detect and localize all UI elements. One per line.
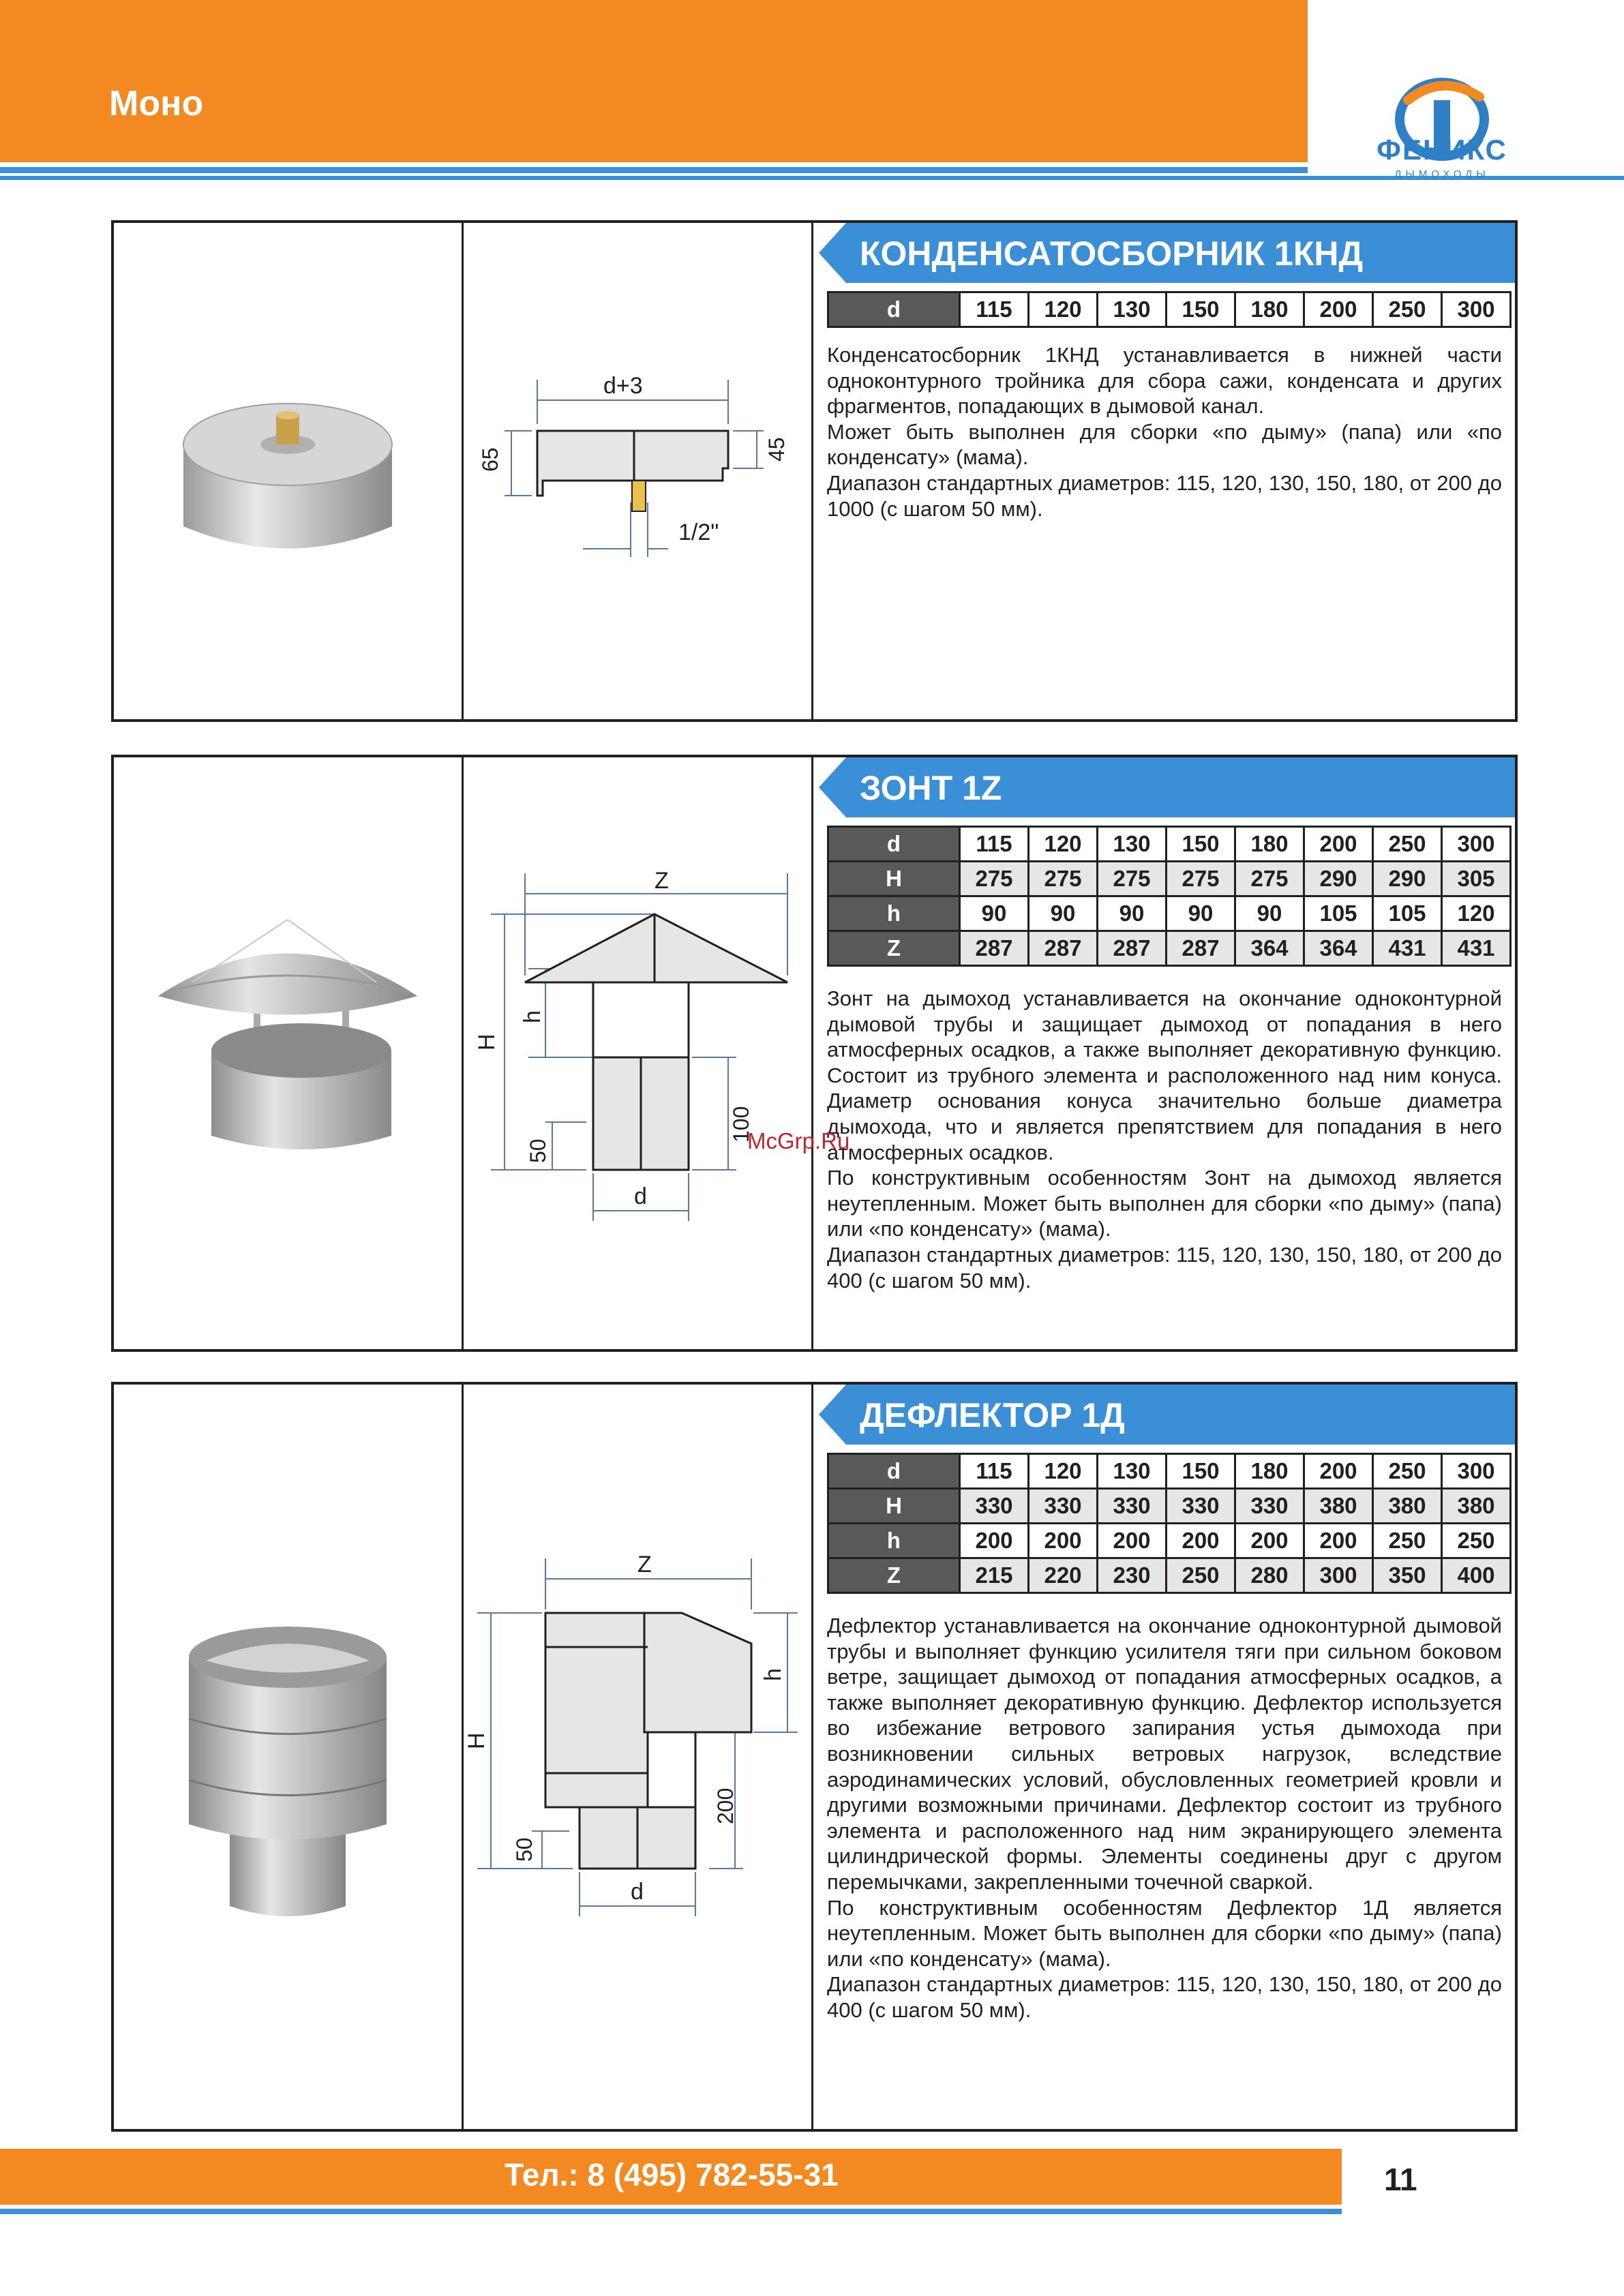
logo-name: ФЕНИКС: [1377, 134, 1507, 166]
spec-label: d: [828, 292, 960, 327]
condensate-collector-photo: [175, 380, 400, 571]
spec-table: [827, 826, 1512, 967]
description-paragraph: Зонт на дымоход устанавливается на окончание одноконтурной дымовой трубы и защищает дымоход от попадания в него атмосферных осадков, а также выполняет декоративную функцию. Состоит из трубного элемента и расположенного над ним конуса. Диаметр основания конуса значительно больше диаметра дымохода, что и является препятствием для попадания в него атмосферных осадков.: [827, 986, 1502, 1164]
dim-100: 100: [729, 1106, 753, 1143]
spec-value: 215: [960, 1558, 1029, 1593]
spec-label: Z: [828, 931, 960, 966]
spec-value: 330: [960, 1489, 1029, 1524]
spec-value: 220: [1029, 1558, 1098, 1593]
spec-value: 330: [1167, 1489, 1235, 1524]
spec-value: 115: [960, 292, 1029, 327]
spec-value: 431: [1373, 931, 1442, 966]
spec-value: 230: [1098, 1558, 1167, 1593]
spec-value: 200: [1304, 827, 1373, 862]
spec-value: 200: [1167, 1524, 1235, 1558]
spec-value: 380: [1442, 1489, 1511, 1524]
spec-value: 250: [1442, 1524, 1511, 1558]
description-paragraph: Диапазон стандартных диаметров: 115, 120, 130, 150, 180, от 200 до 400 (с шагом 50 мм).: [827, 1972, 1502, 2022]
product-block-condensate: [111, 220, 1518, 722]
spec-value: 330: [1235, 1489, 1304, 1524]
logo-subtitle: ДЫМОХОДЫ: [1394, 168, 1490, 180]
umbrella-photo: [151, 918, 424, 1170]
spec-table: [827, 1453, 1512, 1594]
condensate-collector-drawing: [464, 359, 811, 577]
spec-row-d: [828, 1454, 1511, 1489]
spec-value: 200: [1304, 1454, 1373, 1489]
spec-value: 290: [1304, 862, 1373, 896]
spec-value: 90: [1235, 896, 1304, 931]
drawing-cell: [464, 1385, 813, 2129]
spec-row-d: [828, 292, 1511, 327]
product-title: КОНДЕНСАТОСБОРНИК 1КНД: [860, 235, 1364, 273]
spec-value: 300: [1442, 1454, 1511, 1489]
spec-value: 120: [1029, 1454, 1098, 1489]
dim-h: h: [760, 1668, 786, 1681]
watermark: McGrp.Ru: [747, 1128, 850, 1153]
info-cell: [813, 1385, 1515, 2129]
spec-value: 330: [1098, 1489, 1167, 1524]
spec-value: 380: [1304, 1489, 1373, 1524]
product-description: [827, 986, 1502, 1293]
product-title: ДЕФЛЕКТОР 1Д: [860, 1396, 1125, 1434]
spec-value: 200: [1304, 1524, 1373, 1558]
dim-H: H: [474, 1033, 500, 1051]
dim-50: 50: [512, 1837, 537, 1862]
spec-value: 200: [1098, 1524, 1167, 1558]
spec-value: 115: [960, 827, 1029, 862]
spec-value: 200: [1304, 292, 1373, 327]
deflector-drawing: [464, 1545, 811, 1927]
footer-phone: Тел.: 8 (495) 782-55-31: [505, 2157, 839, 2192]
product-title-ribbon: [819, 223, 1515, 283]
spec-value: 200: [1029, 1524, 1098, 1558]
spec-row-h: [828, 1524, 1511, 1558]
spec-value: 120: [1442, 896, 1511, 931]
page-number: 11: [1384, 2162, 1417, 2197]
description-paragraph: Может быть выполнен для сборки «по дыму» (папа) или «по конденсату» (мама).: [827, 419, 1502, 470]
spec-value: 90: [1029, 896, 1098, 931]
spec-value: 431: [1442, 931, 1511, 966]
dim-Z: Z: [637, 1552, 652, 1577]
spec-value: 275: [1098, 862, 1167, 896]
header-rule: [0, 167, 1308, 173]
spec-value: 380: [1373, 1489, 1442, 1524]
spec-row-d: [828, 827, 1511, 862]
spec-value: 115: [960, 1454, 1029, 1489]
product-description: [827, 342, 1502, 522]
info-cell: [813, 223, 1515, 719]
spec-label: h: [828, 1524, 960, 1558]
spec-value: 290: [1373, 862, 1442, 896]
spec-label: H: [828, 1489, 960, 1524]
spec-value: 105: [1373, 896, 1442, 931]
spec-value: 250: [1167, 1558, 1235, 1593]
footer-rule: [0, 2209, 1342, 2214]
dim-thread: 1/2": [678, 519, 719, 545]
spec-value: 250: [1373, 827, 1442, 862]
spec-value: 200: [1235, 1524, 1304, 1558]
spec-value: 90: [960, 896, 1029, 931]
spec-value: 90: [1098, 896, 1167, 931]
spec-value: 90: [1167, 896, 1235, 931]
drawing-cell: [464, 223, 813, 719]
spec-value: 120: [1029, 292, 1098, 327]
description-paragraph: Диапазон стандартных диаметров: 115, 120, 130, 150, 180, от 200 до 1000 (с шагом 50 мм).: [827, 470, 1502, 521]
spec-value: 180: [1235, 292, 1304, 327]
spec-value: 120: [1029, 827, 1098, 862]
info-cell: [813, 757, 1515, 1349]
dim-d3: d+3: [603, 373, 643, 399]
description-paragraph: Дефлектор устанавливается на окончание одноконтурной дымовой трубы и выполняет функцию усилителя тяги при сильном боковом ветре, защищает дымоход от попадания атмосферных осадков, а также выполняет декоративную функцию. Дефлектор используется во избежание ветрового запирания устья дымохода при возникновении сильных ветровых нагрузок, вследствие аэродинамических условий, обусловленных геометрией кровли и другими возможными причинами. Дефлектор состоит из трубного элемента и расположенного над ним экранирующего элемента цилиндрической формы. Элементы соединены друг с другом перемычками, закрепленными точечной сваркой.: [827, 1614, 1502, 1894]
spec-value: 275: [1029, 862, 1098, 896]
spec-label: d: [828, 1454, 960, 1489]
spec-value: 180: [1235, 827, 1304, 862]
spec-value: 275: [1167, 862, 1235, 896]
spec-table: [827, 291, 1512, 328]
dim-45: 45: [764, 437, 789, 462]
spec-value: 350: [1373, 1558, 1442, 1593]
spec-row-h: [828, 896, 1511, 931]
dim-h: h: [520, 1010, 545, 1023]
spec-row-Z: [828, 931, 1511, 966]
dim-50: 50: [526, 1138, 550, 1163]
spec-value: 150: [1167, 827, 1235, 862]
umbrella-drawing: [464, 853, 811, 1235]
spec-value: 305: [1442, 862, 1511, 896]
spec-value: 287: [1098, 931, 1167, 966]
dim-d: d: [634, 1183, 647, 1209]
dim-d: d: [631, 1879, 644, 1905]
description-paragraph: Конденсатосборник 1КНД устанавливается в нижней части одноконтурного тройника для сбора сажи, конденсата и других фрагментов, попадающих в дымовой канал.: [827, 343, 1502, 419]
spec-value: 150: [1167, 292, 1235, 327]
spec-value: 300: [1442, 827, 1511, 862]
spec-row-H: [828, 862, 1511, 896]
spec-value: 130: [1098, 827, 1167, 862]
spec-value: 105: [1304, 896, 1373, 931]
dim-H: H: [464, 1732, 490, 1749]
spec-value: 287: [1029, 931, 1098, 966]
spec-label: H: [828, 862, 960, 896]
spec-value: 330: [1029, 1489, 1098, 1524]
product-title-ribbon: [819, 757, 1515, 817]
spec-value: 287: [1167, 931, 1235, 966]
product-block-deflector: [111, 1382, 1518, 2132]
description-paragraph: По конструктивным особенностям Зонт на дымоход является неутепленным. Может быть выполнен для сборки «по дыму» (папа) или «по конденсату» (мама).: [827, 1166, 1502, 1241]
spec-value: 130: [1098, 1454, 1167, 1489]
dim-Z: Z: [655, 868, 669, 894]
product-title: ЗОНТ 1Z: [860, 769, 1002, 807]
photo-cell: [114, 223, 464, 719]
spec-value: 275: [960, 862, 1029, 896]
dim-65: 65: [478, 447, 502, 472]
spec-label: d: [828, 827, 960, 862]
spec-value: 287: [960, 931, 1029, 966]
header-bar: [0, 0, 1308, 162]
spec-value: 150: [1167, 1454, 1235, 1489]
deflector-photo: [179, 1620, 397, 1927]
spec-value: 250: [1373, 292, 1442, 327]
description-paragraph: По конструктивным особенностям Дефлектор 1Д является неутепленным. Может быть выполнен для сборки «по дыму» (папа) или «по конденсату» (мама).: [827, 1895, 1502, 1971]
spec-label: h: [828, 896, 960, 931]
spec-value: 400: [1442, 1558, 1511, 1593]
product-description: [827, 1613, 1502, 2023]
product-title-ribbon: [819, 1385, 1515, 1445]
product-block-umbrella: [111, 755, 1518, 1352]
photo-cell: [114, 757, 464, 1349]
spec-value: 250: [1373, 1524, 1442, 1558]
spec-value: 364: [1235, 931, 1304, 966]
spec-value: 250: [1373, 1454, 1442, 1489]
spec-value: 200: [960, 1524, 1029, 1558]
spec-value: 300: [1304, 1558, 1373, 1593]
spec-value: 130: [1098, 292, 1167, 327]
spec-value: 300: [1442, 292, 1511, 327]
photo-cell: [114, 1385, 464, 2129]
spec-row-H: [828, 1489, 1511, 1524]
drawing-cell: [464, 757, 813, 1349]
page-title: Моно: [109, 84, 204, 123]
spec-row-Z: [828, 1558, 1511, 1593]
description-paragraph: Диапазон стандартных диаметров: 115, 120, 130, 150, 180, от 200 до 400 (с шагом 50 мм).: [827, 1242, 1502, 1293]
spec-value: 280: [1235, 1558, 1304, 1593]
spec-value: 180: [1235, 1454, 1304, 1489]
dim-200: 200: [713, 1787, 738, 1824]
spec-value: 364: [1304, 931, 1373, 966]
spec-label: Z: [828, 1558, 960, 1593]
spec-value: 275: [1235, 862, 1304, 896]
